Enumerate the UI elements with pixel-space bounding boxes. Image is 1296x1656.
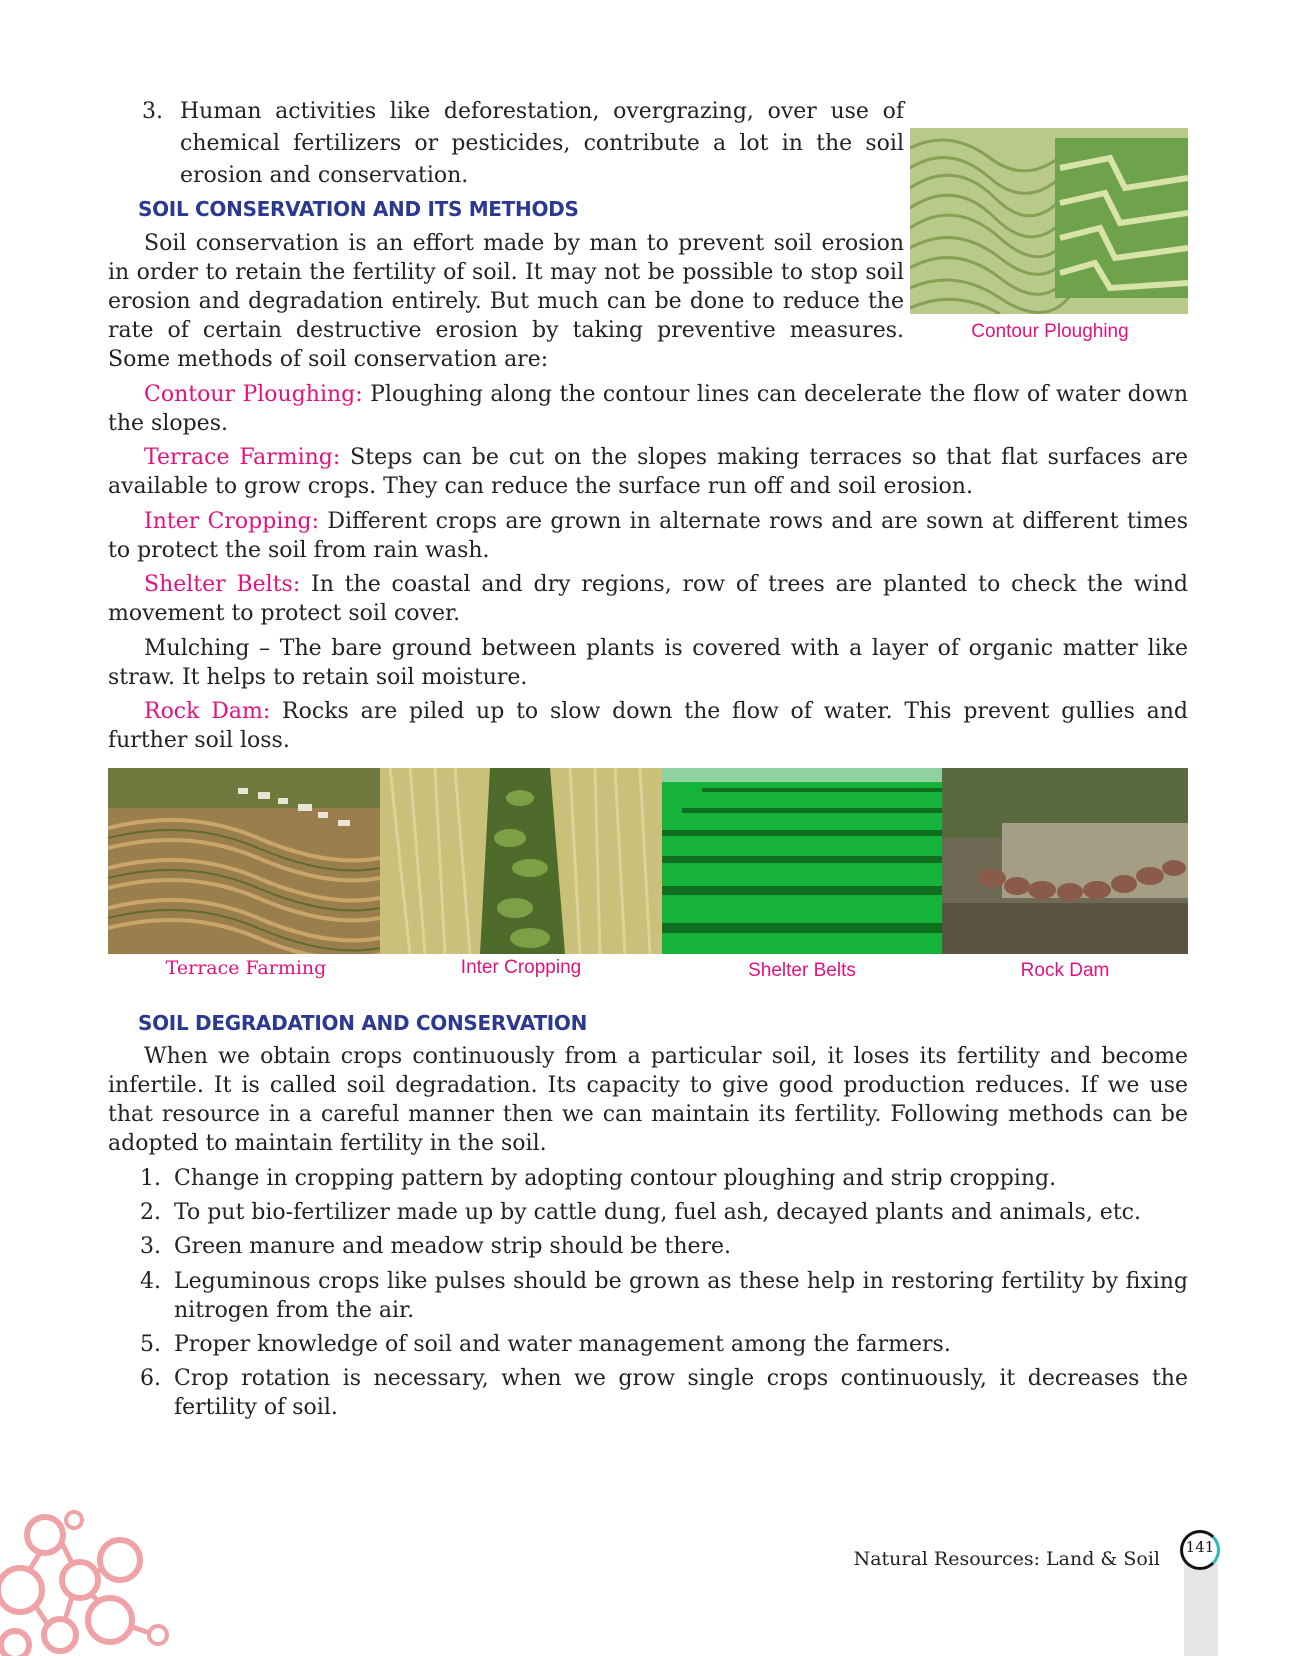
method-shelter-belts <box>108 570 1188 628</box>
section-heading-soil-degradation: SOIL DEGRADATION AND CONSERVATION <box>138 1011 588 1035</box>
list-item <box>140 1364 1188 1422</box>
contour-ploughing-photo <box>910 128 1188 314</box>
list-item-text: Proper knowledge of soil and water management among the farmers. <box>174 1332 951 1357</box>
list-item <box>140 1330 1188 1359</box>
method-term: Shelter Belts: <box>144 572 301 597</box>
list-item-text: Leguminous crops like pulses should be grown as these help in restoring fertility by fixing nitrogen from the air. <box>174 1269 1188 1323</box>
list-item-number: 4. <box>140 1269 161 1294</box>
inter-cropping-photo <box>380 768 662 954</box>
list-item-text: To put bio-fertilizer made up by cattle dung, fuel ash, decayed plants and animals, etc. <box>174 1200 1141 1225</box>
section-heading-soil-conservation: SOIL CONSERVATION AND ITS METHODS <box>138 197 579 221</box>
method-text: Rocks are piled up to slow down the flow of water. This prevent gullies and further soil loss. <box>108 699 1189 753</box>
list-item-text: Change in cropping pattern by adopting contour ploughing and strip cropping. <box>174 1166 1057 1191</box>
method-term: Rock Dam: <box>144 699 271 724</box>
method-contour-ploughing <box>108 380 1188 438</box>
contour-ploughing-caption: Contour Ploughing <box>971 321 1129 342</box>
molecule-decoration <box>0 1505 190 1656</box>
intro-item-number: 3. <box>142 99 163 124</box>
method-term: Terrace Farming: <box>144 445 341 470</box>
method-rock-dam <box>108 697 1188 755</box>
soil-degradation-intro: When we obtain crops continuously from a particular soil, it loses its fertility and become infertile. It is called soil degradation. Its capacity to give good production reduces. If we use that resource in a careful manner then we can maintain its fertility. Following methods can be adopted to maintain fertility in the soil. <box>108 1044 1188 1156</box>
method-text: Different crops are grown in alternate rows and are sown at different times to protect the soil from rain wash. <box>108 509 1188 563</box>
shelter-belts-photo <box>662 768 942 954</box>
shelter-belts-caption: Shelter Belts <box>748 960 856 981</box>
inter-cropping-caption: Inter Cropping <box>460 957 582 978</box>
list-item-number: 3. <box>140 1234 161 1259</box>
list-item <box>140 1164 1188 1193</box>
terrace-farming-photo <box>108 768 380 954</box>
method-inter-cropping <box>108 507 1188 565</box>
list-item <box>140 1232 1188 1261</box>
rock-dam-caption: Rock Dam <box>1020 960 1110 981</box>
list-item <box>140 1198 1188 1227</box>
chapter-title: Natural Resources: Land & Soil <box>853 1548 1160 1570</box>
method-text: Ploughing along the contour lines can decelerate the flow of water down the slopes. <box>108 382 1188 436</box>
list-item-text: Crop rotation is necessary, when we grow single crops continuously, it decreases the fertility of soil. <box>174 1366 1188 1420</box>
method-text: Mulching – The bare ground between plants is covered with a layer of organic matter like straw. It helps to retain soil moisture. <box>108 636 1188 690</box>
page-number: 141 <box>1185 1538 1215 1556</box>
list-item-number: 2. <box>140 1200 161 1225</box>
intro-item-text: Human activities like deforestation, overgrazing, over use of chemical fertilizers or pesticides, contribute a lot in the soil erosion and conservation. <box>180 99 904 188</box>
terrace-farming-caption: Terrace Farming <box>165 957 327 979</box>
list-item <box>140 1267 1188 1325</box>
list-item-text: Green manure and meadow strip should be there. <box>174 1234 732 1259</box>
list-item-number: 1. <box>140 1166 161 1191</box>
method-terrace-farming <box>108 443 1188 501</box>
list-item-number: 5. <box>140 1332 161 1357</box>
method-text: In the coastal and dry regions, row of trees are planted to check the wind movement to protect soil cover. <box>108 572 1188 626</box>
page-number-shape <box>1180 1530 1224 1656</box>
soil-conservation-intro: Soil conservation is an effort made by man to prevent soil erosion in order to retain the fertility of soil. It may not be possible to stop soil erosion and degradation entirely. But much can be done to reduce the rate of certain destructive erosion by taking preventive measures. Some methods of soil conservation are: <box>108 231 904 372</box>
method-term: Inter Cropping: <box>144 509 320 534</box>
page-tab <box>1184 1560 1218 1656</box>
method-mulching <box>108 634 1188 692</box>
list-item-number: 6. <box>140 1366 161 1391</box>
rock-dam-photo <box>942 768 1188 954</box>
method-text: Steps can be cut on the slopes making terraces so that flat surfaces are available to grow crops. They can reduce the surface run off and soil erosion. <box>108 445 1189 499</box>
intro-list-item <box>140 96 904 192</box>
method-term: Contour Ploughing: <box>144 382 363 407</box>
